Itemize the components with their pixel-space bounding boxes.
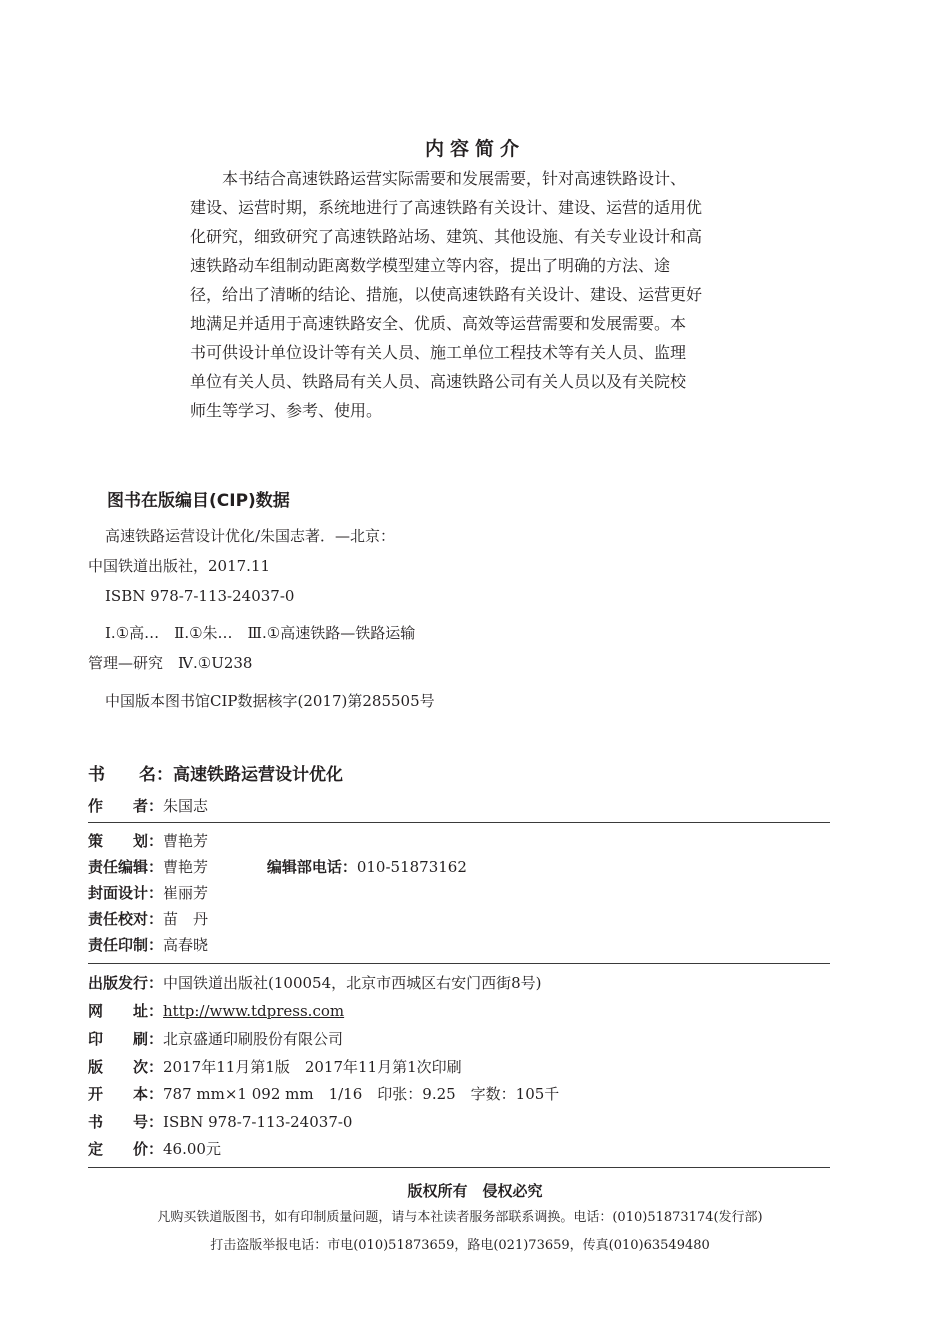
planner-value: 曹艳芳 (163, 832, 209, 850)
edition-label: 版 次： (88, 1058, 164, 1076)
summary-line-7: 书可供设计单位设计等有关人员、施工单位工程技术等有关人员、监理 (190, 343, 687, 362)
planner-row (88, 830, 208, 852)
piracy-hotline: 打击盗版举报电话：市电(010)51873659，路电(021)73659，传真(010)63549480 (210, 1238, 710, 1253)
summary-line-6: 地满足并适用于高速铁路安全、优质、高效等运营需要和发展需要。本 (190, 314, 687, 333)
edition-value: 2017年11月第1版 2017年11月第1次印刷 (163, 1058, 462, 1076)
printer-value: 北京盛通印刷股份有限公司 (163, 1030, 344, 1048)
price-value: 46.00元 (163, 1140, 221, 1158)
editorial-phone (267, 856, 467, 878)
printer-row (88, 1028, 343, 1050)
print-supervisor-label: 责任印制： (88, 936, 164, 954)
book-title-label: 书 名： (88, 765, 173, 785)
isbn-label: 书 号： (88, 1113, 164, 1131)
book-title-row (88, 764, 343, 786)
format-value: 787 mm×1 092 mm 1/16 印张：9.25 字数：105千 (163, 1085, 560, 1103)
divider-2 (88, 963, 830, 964)
proofreader-row (88, 908, 208, 930)
price-label: 定 价： (88, 1140, 164, 1158)
format-row (88, 1083, 559, 1105)
editor-value: 曹艳芳 (163, 858, 209, 876)
print-supervisor-row (88, 934, 208, 956)
publisher-row (88, 972, 542, 994)
isbn-value: ISBN 978-7-113-24037-0 (163, 1113, 353, 1131)
price-row (88, 1138, 221, 1160)
author-row (88, 795, 208, 817)
website-label: 网 址： (88, 1002, 164, 1020)
summary-line-8: 单位有关人员、铁路局有关人员、高速铁路公司有关人员以及有关院校 (190, 372, 687, 391)
author-value: 朱国志 (163, 797, 209, 815)
copyright-notice: 版权所有 侵权必究 (407, 1182, 543, 1200)
cip-line-2: 中国铁道出版社，2017.11 (88, 557, 271, 575)
editor-label: 责任编辑： (88, 858, 164, 876)
cip-line-6: 中国版本图书馆CIP数据核字(2017)第285505号 (105, 692, 435, 710)
proofreader-label: 责任校对： (88, 910, 164, 928)
divider-3 (88, 1167, 830, 1168)
author-label: 作 者： (88, 797, 164, 815)
website-row (88, 1000, 344, 1022)
edition-row (88, 1056, 462, 1078)
summary-line-3: 化研究，细致研究了高速铁路站场、建筑、其他设施、有关专业设计和高 (190, 227, 703, 246)
cip-line-3: ISBN 978-7-113-24037-0 (105, 587, 295, 605)
cover-design-value: 崔丽芳 (163, 884, 209, 902)
exchange-notice: 凡购买铁道版图书，如有印制质量问题，请与本社读者服务部联系调换。电话：(010)51873174(发行部) (157, 1210, 763, 1225)
summary-line-4: 速铁路动车组制动距离数学模型建立等内容，提出了明确的方法、途 (190, 256, 671, 275)
publisher-value: 中国铁道出版社(100054，北京市西城区右安门西街8号) (163, 974, 542, 992)
book-title-value: 高速铁路运营设计优化 (173, 765, 343, 785)
website-link: http://www.tdpress.com (163, 1002, 345, 1020)
editor-row (88, 856, 467, 878)
editorial-phone-label: 编辑部电话： (266, 858, 357, 876)
planner-label: 策 划： (88, 832, 164, 850)
cip-line-4: Ⅰ.①高… Ⅱ.①朱… Ⅲ.①高速铁路—铁路运输 (105, 624, 416, 642)
summary-title: 内容简介 (424, 138, 525, 160)
publisher-label: 出版发行： (88, 974, 164, 992)
divider-1 (88, 822, 830, 823)
summary-line-2: 建设、运营时期，系统地进行了高速铁路有关设计、建设、运营的适用优 (190, 198, 703, 217)
format-label: 开 本： (88, 1085, 164, 1103)
summary-line-5: 径，给出了清晰的结论、措施，以使高速铁路有关设计、建设、运营更好 (190, 285, 703, 304)
cip-line-5: 管理—研究 Ⅳ.①U238 (88, 654, 253, 672)
cover-design-label: 封面设计： (88, 884, 164, 902)
cip-heading: 图书在版编目(CIP)数据 (107, 491, 290, 511)
summary-line-9: 师生等学习、参考、使用。 (190, 401, 383, 420)
isbn-row (88, 1111, 352, 1133)
printer-label: 印 刷： (88, 1030, 164, 1048)
cover-design-row (88, 882, 208, 904)
proofreader-value: 苗 丹 (163, 910, 209, 928)
print-supervisor-value: 高春晓 (163, 936, 209, 954)
summary-line-1: 本书结合高速铁路运营实际需要和发展需要，针对高速铁路设计、 (222, 169, 687, 188)
cip-line-1: 高速铁路运营设计优化/朱国志著．—北京： (105, 527, 396, 545)
editorial-phone-value: 010-51873162 (356, 858, 467, 876)
